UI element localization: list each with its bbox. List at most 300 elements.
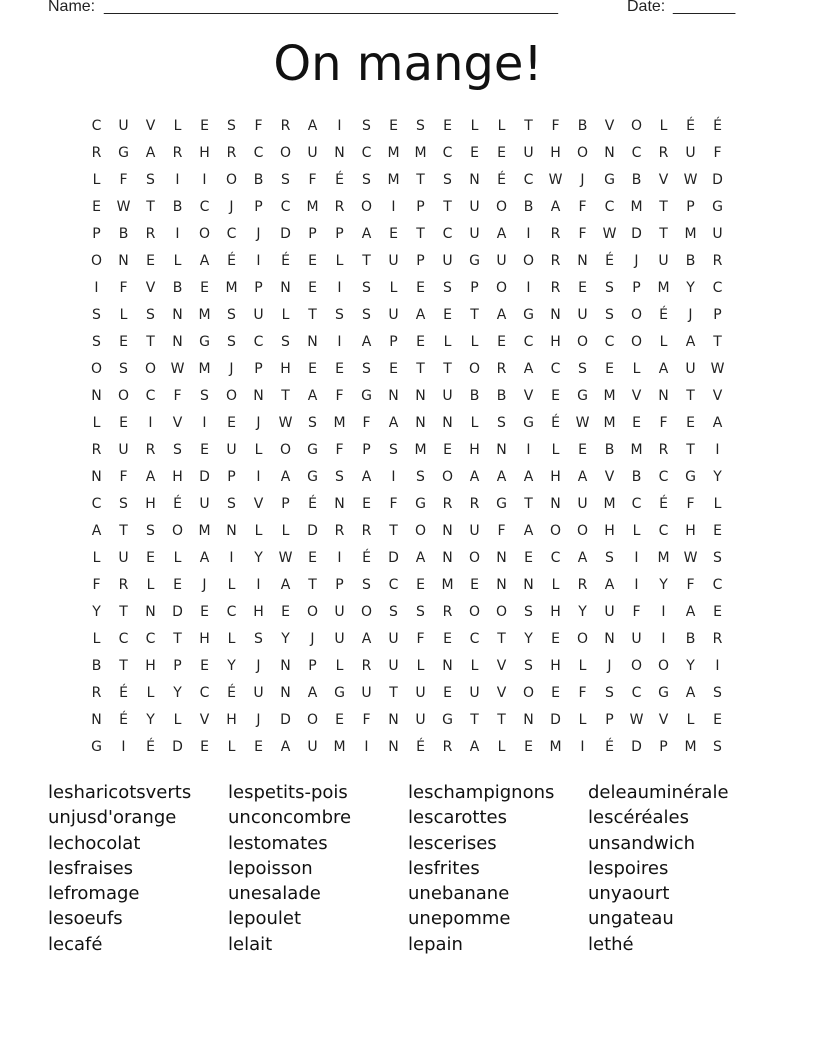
grid-letter: O xyxy=(495,279,508,296)
grid-letter: J xyxy=(580,171,585,188)
grid-letter: M xyxy=(198,360,211,377)
grid-letter: U xyxy=(226,441,237,458)
grid-letter: L xyxy=(227,738,236,755)
grid-letter: E xyxy=(119,333,128,350)
grid-letter: E xyxy=(686,414,695,431)
grid-letter: M xyxy=(657,279,670,296)
grid-letter: L xyxy=(92,171,101,188)
grid-letter: C xyxy=(199,198,210,215)
grid-letter: I xyxy=(391,468,396,485)
grid-letter: L xyxy=(416,657,425,674)
grid-letter: T xyxy=(119,657,128,674)
grid-letter: N xyxy=(280,684,291,701)
grid-letter: P xyxy=(254,360,263,377)
grid-letter: O xyxy=(576,333,589,350)
grid-letter: T xyxy=(362,252,371,269)
grid-letter: C xyxy=(226,225,237,242)
grid-letter: L xyxy=(713,495,722,512)
word-list-item: lecafé xyxy=(48,933,103,955)
grid-letter: H xyxy=(550,603,561,620)
grid-letter: I xyxy=(715,441,720,458)
grid-letter: F xyxy=(92,576,101,593)
grid-letter: E xyxy=(200,657,209,674)
grid-letter: A xyxy=(685,603,696,620)
grid-letter: E xyxy=(200,279,209,296)
grid-letter: A xyxy=(199,252,210,269)
grid-letter: E xyxy=(335,360,344,377)
grid-letter: L xyxy=(335,657,344,674)
word-list-item: lescéréales xyxy=(588,807,689,829)
grid-letter: T xyxy=(416,225,425,242)
word-list-item: lespetits-pois xyxy=(228,782,348,803)
grid-letter: T xyxy=(659,225,668,242)
grid-letter: N xyxy=(523,576,534,593)
grid-letter: R xyxy=(118,576,129,593)
grid-letter: V xyxy=(712,387,723,404)
letter-grid xyxy=(83,112,731,760)
grid-letter: S xyxy=(362,360,371,377)
grid-letter: A xyxy=(496,306,507,323)
grid-letter: N xyxy=(172,306,183,323)
grid-letter: E xyxy=(389,360,398,377)
grid-letter: P xyxy=(254,198,263,215)
grid-letter: A xyxy=(577,549,588,566)
grid-letter: R xyxy=(658,441,669,458)
grid-letter: N xyxy=(307,333,318,350)
grid-letter: E xyxy=(497,144,506,161)
grid-letter: P xyxy=(605,711,614,728)
grid-letter: D xyxy=(280,225,291,242)
grid-letter: A xyxy=(388,414,399,431)
grid-letter: G xyxy=(118,144,129,161)
grid-letter: D xyxy=(631,738,642,755)
grid-letter: P xyxy=(416,252,425,269)
grid-letter: M xyxy=(549,738,562,755)
grid-letter: R xyxy=(91,441,102,458)
grid-letter: E xyxy=(227,414,236,431)
grid-letter: Y xyxy=(146,711,155,728)
grid-letter: O xyxy=(171,522,184,539)
grid-letter: I xyxy=(580,738,585,755)
grid-letter: S xyxy=(335,306,344,323)
grid-letter: S xyxy=(524,603,533,620)
grid-letter: C xyxy=(604,198,615,215)
grid-letter: O xyxy=(279,144,292,161)
grid-letter: M xyxy=(684,225,697,242)
grid-letter: N xyxy=(91,387,102,404)
grid-letter: C xyxy=(604,333,615,350)
grid-letter: E xyxy=(551,630,560,647)
grid-letter: B xyxy=(118,225,129,242)
word-list-item: lestomates xyxy=(228,832,328,854)
grid-letter: T xyxy=(659,198,668,215)
grid-letter: Y xyxy=(686,279,695,296)
grid-letter: U xyxy=(658,252,669,269)
grid-letter: U xyxy=(415,684,426,701)
word-list-item: lescerises xyxy=(408,832,497,854)
grid-letter: N xyxy=(604,630,615,647)
grid-letter: N xyxy=(658,387,669,404)
grid-letter: L xyxy=(659,333,668,350)
grid-letter: P xyxy=(470,279,479,296)
grid-letter: L xyxy=(92,414,101,431)
grid-letter: É xyxy=(173,495,182,512)
grid-letter: U xyxy=(685,360,696,377)
grid-letter: L xyxy=(335,252,344,269)
grid-letter: N xyxy=(442,657,453,674)
grid-letter: E xyxy=(443,306,452,323)
word-list-item: lelait xyxy=(228,933,273,955)
grid-letter: U xyxy=(388,252,399,269)
grid-letter: I xyxy=(148,414,153,431)
grid-letter: E xyxy=(254,738,263,755)
grid-letter: G xyxy=(199,333,210,350)
grid-letter: T xyxy=(497,630,506,647)
grid-letter: F xyxy=(713,144,722,161)
grid-letter: A xyxy=(145,468,156,485)
grid-letter: O xyxy=(360,198,373,215)
grid-letter: F xyxy=(254,117,263,134)
grid-letter: I xyxy=(391,198,396,215)
grid-letter: F xyxy=(173,387,182,404)
grid-letter: N xyxy=(577,252,588,269)
grid-letter: L xyxy=(578,711,587,728)
grid-letter: U xyxy=(118,441,129,458)
grid-letter: P xyxy=(659,738,668,755)
grid-letter: T xyxy=(281,387,290,404)
grid-letter: A xyxy=(685,684,696,701)
grid-letter: S xyxy=(92,306,101,323)
word-list-item: lescarottes xyxy=(408,807,507,829)
grid-letter: V xyxy=(145,117,156,134)
grid-letter: U xyxy=(334,603,345,620)
grid-letter: L xyxy=(173,117,182,134)
grid-letter: L xyxy=(578,657,587,674)
grid-letter: R xyxy=(145,441,156,458)
grid-letter: T xyxy=(146,198,155,215)
grid-letter: F xyxy=(362,711,371,728)
grid-letter: R xyxy=(361,522,372,539)
grid-letter: Y xyxy=(281,630,290,647)
grid-letter: R xyxy=(469,495,480,512)
grid-letter: U xyxy=(415,711,426,728)
grid-letter: S xyxy=(497,414,506,431)
grid-letter: S xyxy=(443,171,452,188)
grid-letter: F xyxy=(335,441,344,458)
grid-letter: E xyxy=(713,522,722,539)
grid-letter: N xyxy=(388,738,399,755)
grid-letter: U xyxy=(631,630,642,647)
grid-letter: A xyxy=(550,198,561,215)
grid-letter: G xyxy=(307,468,318,485)
grid-letter: I xyxy=(256,252,261,269)
grid-letter: E xyxy=(443,441,452,458)
grid-letter: A xyxy=(415,549,426,566)
grid-letter: H xyxy=(550,468,561,485)
grid-letter: J xyxy=(256,711,261,728)
grid-letter: R xyxy=(334,522,345,539)
grid-letter: E xyxy=(470,144,479,161)
grid-letter: O xyxy=(468,549,481,566)
grid-letter: C xyxy=(631,495,642,512)
grid-letter: V xyxy=(604,117,615,134)
grid-letter: U xyxy=(388,630,399,647)
grid-letter: F xyxy=(632,603,641,620)
grid-letter: L xyxy=(497,738,506,755)
grid-letter: U xyxy=(604,603,615,620)
grid-letter: U xyxy=(523,144,534,161)
grid-letter: M xyxy=(684,738,697,755)
grid-letter: W xyxy=(278,549,293,566)
grid-letter: N xyxy=(550,495,561,512)
grid-letter: A xyxy=(496,468,507,485)
grid-letter: L xyxy=(146,576,155,593)
grid-letter: C xyxy=(631,144,642,161)
grid-letter: Y xyxy=(659,576,668,593)
grid-letter: O xyxy=(306,711,319,728)
grid-letter: D xyxy=(307,522,318,539)
grid-letter: F xyxy=(416,630,425,647)
grid-letter: N xyxy=(118,252,129,269)
grid-letter: P xyxy=(308,225,317,242)
grid-letter: O xyxy=(549,522,562,539)
grid-letter: M xyxy=(603,387,616,404)
grid-letter: U xyxy=(253,684,264,701)
grid-letter: G xyxy=(307,441,318,458)
grid-letter: I xyxy=(94,279,99,296)
grid-letter: F xyxy=(119,468,128,485)
grid-letter: S xyxy=(713,738,722,755)
grid-letter: S xyxy=(362,306,371,323)
grid-letter: C xyxy=(253,333,264,350)
date-label: Date: xyxy=(627,0,666,15)
grid-letter: R xyxy=(145,225,156,242)
grid-letter: R xyxy=(712,630,723,647)
grid-letter: U xyxy=(469,522,480,539)
grid-letter: M xyxy=(414,441,427,458)
grid-letter: J xyxy=(256,414,261,431)
grid-letter: O xyxy=(414,522,427,539)
grid-letter: U xyxy=(388,657,399,674)
word-list-item: lepoulet xyxy=(228,908,302,930)
grid-letter: S xyxy=(227,495,236,512)
grid-letter: L xyxy=(146,684,155,701)
grid-letter: B xyxy=(604,441,615,458)
grid-letter: Y xyxy=(578,603,587,620)
grid-letter: S xyxy=(389,441,398,458)
grid-letter: T xyxy=(308,576,317,593)
grid-letter: S xyxy=(389,603,398,620)
grid-letter: R xyxy=(442,738,453,755)
grid-letter: I xyxy=(256,468,261,485)
grid-letter: I xyxy=(526,279,531,296)
grid-letter: O xyxy=(360,603,373,620)
grid-letter: R xyxy=(577,576,588,593)
grid-letter: L xyxy=(389,279,398,296)
grid-letter: P xyxy=(686,198,695,215)
grid-letter: B xyxy=(523,198,534,215)
grid-letter: A xyxy=(91,522,102,539)
header xyxy=(48,0,748,20)
grid-letter: E xyxy=(281,603,290,620)
grid-letter: V xyxy=(658,711,669,728)
grid-letter: G xyxy=(523,414,534,431)
grid-letter: W xyxy=(116,198,131,215)
grid-letter: E xyxy=(443,684,452,701)
word-list-item: lethé xyxy=(588,933,634,955)
grid-letter: O xyxy=(306,603,319,620)
grid-letter: F xyxy=(686,576,695,593)
grid-letter: A xyxy=(307,117,318,134)
date-line[interactable]: _______ xyxy=(673,0,736,15)
grid-letter: O xyxy=(657,657,670,674)
grid-letter: T xyxy=(686,441,695,458)
grid-letter: P xyxy=(227,468,236,485)
grid-letter: P xyxy=(173,657,182,674)
grid-letter: E xyxy=(200,738,209,755)
grid-letter: C xyxy=(253,144,264,161)
grid-letter: C xyxy=(361,144,372,161)
grid-letter: E xyxy=(308,360,317,377)
grid-letter: V xyxy=(199,711,210,728)
grid-letter: P xyxy=(362,441,371,458)
grid-letter: U xyxy=(442,387,453,404)
grid-letter: J xyxy=(607,657,612,674)
grid-letter: M xyxy=(603,495,616,512)
grid-letter: T xyxy=(524,117,533,134)
grid-letter: É xyxy=(281,252,290,269)
grid-letter: O xyxy=(144,360,157,377)
grid-letter: R xyxy=(442,495,453,512)
grid-letter: W xyxy=(602,225,617,242)
grid-letter: C xyxy=(712,279,723,296)
grid-letter: H xyxy=(226,711,237,728)
grid-letter: P xyxy=(416,198,425,215)
grid-letter: P xyxy=(92,225,101,242)
grid-letter: E xyxy=(416,576,425,593)
grid-letter: H xyxy=(280,360,291,377)
name-line[interactable]: ______________________________________________________ xyxy=(104,0,558,15)
grid-letter: R xyxy=(442,603,453,620)
grid-letter: N xyxy=(496,549,507,566)
grid-letter: E xyxy=(551,387,560,404)
grid-letter: E xyxy=(443,117,452,134)
grid-letter: F xyxy=(335,387,344,404)
grid-letter: M xyxy=(387,171,400,188)
grid-letter: I xyxy=(202,414,207,431)
grid-letter: T xyxy=(686,387,695,404)
grid-letter: S xyxy=(335,468,344,485)
grid-letter: G xyxy=(604,171,615,188)
word-list-item: unsandwich xyxy=(588,832,696,854)
grid-letter: A xyxy=(361,225,372,242)
grid-letter: E xyxy=(551,684,560,701)
grid-letter: H xyxy=(145,495,156,512)
grid-letter: B xyxy=(253,171,264,188)
grid-letter: I xyxy=(526,225,531,242)
grid-letter: N xyxy=(442,522,453,539)
word-list-item: lesfrites xyxy=(408,857,480,879)
grid-letter: L xyxy=(632,522,641,539)
grid-letter: U xyxy=(334,630,345,647)
grid-letter: G xyxy=(685,468,696,485)
word-list-item: unconcombre xyxy=(228,807,352,829)
grid-letter: E xyxy=(578,441,587,458)
grid-letter: A xyxy=(361,333,372,350)
grid-letter: Y xyxy=(686,657,695,674)
word-list-item: lesharicotsverts xyxy=(48,782,192,803)
grid-letter: E xyxy=(497,333,506,350)
grid-letter: C xyxy=(550,549,561,566)
grid-letter: E xyxy=(200,117,209,134)
grid-letter: S xyxy=(713,549,722,566)
grid-letter: P xyxy=(389,333,398,350)
grid-letter: S xyxy=(605,279,614,296)
grid-letter: V xyxy=(172,414,183,431)
grid-letter: W xyxy=(710,360,725,377)
grid-letter: C xyxy=(712,576,723,593)
grid-letter: N xyxy=(253,387,264,404)
grid-letter: I xyxy=(121,738,126,755)
grid-letter: M xyxy=(387,144,400,161)
grid-letter: L xyxy=(92,630,101,647)
grid-letter: V xyxy=(496,657,507,674)
grid-letter: L xyxy=(686,711,695,728)
grid-letter: É xyxy=(119,684,128,701)
grid-letter: É xyxy=(227,684,236,701)
grid-letter: E xyxy=(146,549,155,566)
grid-letter: S xyxy=(254,630,263,647)
grid-letter: L xyxy=(443,333,452,350)
grid-letter: T xyxy=(146,333,155,350)
grid-letter: E xyxy=(713,711,722,728)
page-title: On mange! xyxy=(273,36,543,92)
grid-letter: A xyxy=(361,630,372,647)
grid-letter: I xyxy=(661,630,666,647)
grid-letter: Y xyxy=(92,603,101,620)
grid-letter: S xyxy=(362,171,371,188)
grid-letter: R xyxy=(226,144,237,161)
grid-letter: P xyxy=(281,495,290,512)
grid-letter: S xyxy=(713,684,722,701)
grid-letter: B xyxy=(172,279,183,296)
grid-letter: T xyxy=(119,522,128,539)
grid-letter: B xyxy=(469,387,480,404)
grid-letter: W xyxy=(575,414,590,431)
grid-letter: S xyxy=(362,576,371,593)
grid-letter: W xyxy=(683,171,698,188)
word-list-item: lepoisson xyxy=(228,857,313,879)
grid-letter: B xyxy=(172,198,183,215)
grid-letter: A xyxy=(280,468,291,485)
grid-letter: A xyxy=(685,333,696,350)
grid-letter: M xyxy=(306,198,319,215)
grid-letter: O xyxy=(117,387,130,404)
grid-letter: C xyxy=(226,603,237,620)
grid-letter: N xyxy=(496,441,507,458)
grid-letter: D xyxy=(280,711,291,728)
grid-letter: A xyxy=(523,522,534,539)
grid-letter: I xyxy=(661,603,666,620)
grid-letter: D xyxy=(172,603,183,620)
grid-letter: S xyxy=(605,549,614,566)
grid-letter: S xyxy=(119,360,128,377)
grid-letter: H xyxy=(685,522,696,539)
grid-letter: N xyxy=(388,711,399,728)
grid-letter: D xyxy=(631,225,642,242)
grid-letter: S xyxy=(524,657,533,674)
word-list-item: unesalade xyxy=(228,883,321,905)
